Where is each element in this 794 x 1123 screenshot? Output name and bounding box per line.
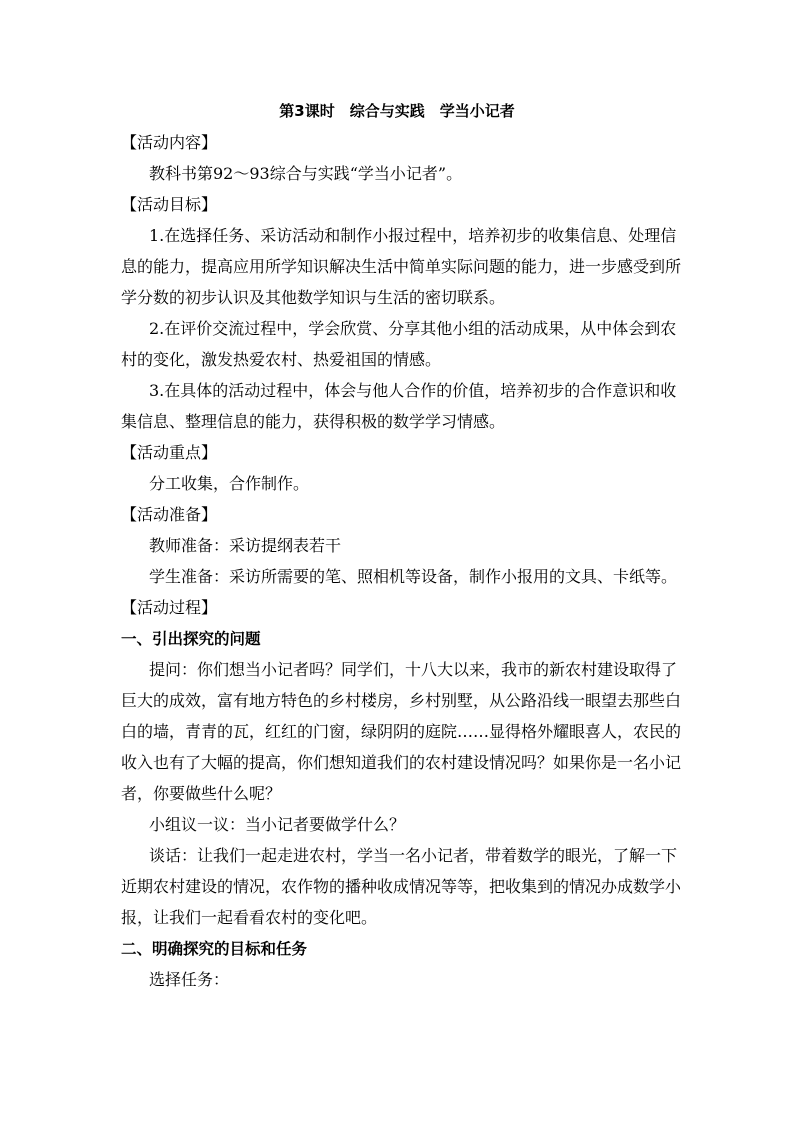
heading-activity-preparation: 【活动准备】	[121, 505, 218, 524]
paragraph-line: 1.在选择任务、采访活动和制作小报过程中，培养初步的收集信息、处理信	[149, 226, 677, 245]
paragraph-line: 集信息、整理信息的能力，获得积极的数学学习情感。	[121, 412, 506, 431]
paragraph-line: 收入也有了大幅的提高，你们想知道我们的农村建设情况吗？如果你是一名小记	[121, 753, 682, 772]
paragraph-line: 小组议一议：当小记者要做学什么？	[149, 815, 406, 834]
paragraph-line: 提问：你们想当小记者吗？同学们，十八大以来，我市的新农村建设取得了	[149, 660, 678, 679]
paragraph-line: 教科书第92～93综合与实践“学当小记者”。	[149, 164, 463, 183]
heading-activity-content: 【活动内容】	[121, 133, 218, 152]
paragraph-line: 近期农村建设的情况，农作物的播种收成情况等等，把收集到的情况办成数学小	[121, 877, 682, 896]
heading-activity-focus: 【活动重点】	[121, 443, 218, 462]
paragraph-line: 2.在评价交流过程中，学会欣赏、分享其他小组的活动成果，从中体会到农	[149, 319, 677, 338]
section-heading-1: 一、引出探究的问题	[121, 630, 261, 648]
paragraph-line: 息的能力，提高应用所学知识解决生活中简单实际问题的能力，进一步感受到所	[121, 257, 682, 276]
paragraph-line: 选择任务：	[149, 970, 230, 989]
heading-activity-goals: 【活动目标】	[121, 195, 218, 214]
paragraph-line: 巨大的成效，富有地方特色的乡村楼房，乡村别墅，从公路沿线一眼望去那些白	[121, 691, 682, 710]
heading-activity-process: 【活动过程】	[121, 598, 218, 617]
paragraph-line: 白的墙，青青的瓦，红红的门窗，绿阴阴的庭院……显得格外耀眼喜人，农民的	[121, 722, 682, 741]
paragraph-line: 教师准备：采访提纲表若干	[149, 536, 342, 555]
paragraph-line: 者，你要做些什么呢？	[121, 784, 282, 803]
paragraph-line: 学分数的初步认识及其他数学知识与生活的密切联系。	[121, 288, 506, 307]
paragraph-line: 分工收集，合作制作。	[149, 474, 310, 493]
lesson-title: 第3课时 综合与实践 学当小记者	[279, 102, 515, 120]
paragraph-line: 报，让我们一起看看农村的变化吧。	[121, 908, 378, 927]
paragraph-line: 3.在具体的活动过程中，体会与他人合作的价值，培养初步的合作意识和收	[149, 381, 677, 400]
paragraph-line: 村的变化，激发热爱农村、热爱祖国的情感。	[121, 350, 442, 369]
paragraph-line: 谈话：让我们一起走进农村，学当一名小记者，带着数学的眼光，了解一下	[149, 846, 678, 865]
section-heading-2: 二、明确探究的目标和任务	[121, 940, 308, 958]
paragraph-line: 学生准备：采访所需要的笔、照相机等设备，制作小报用的文具、卡纸等。	[149, 567, 678, 586]
